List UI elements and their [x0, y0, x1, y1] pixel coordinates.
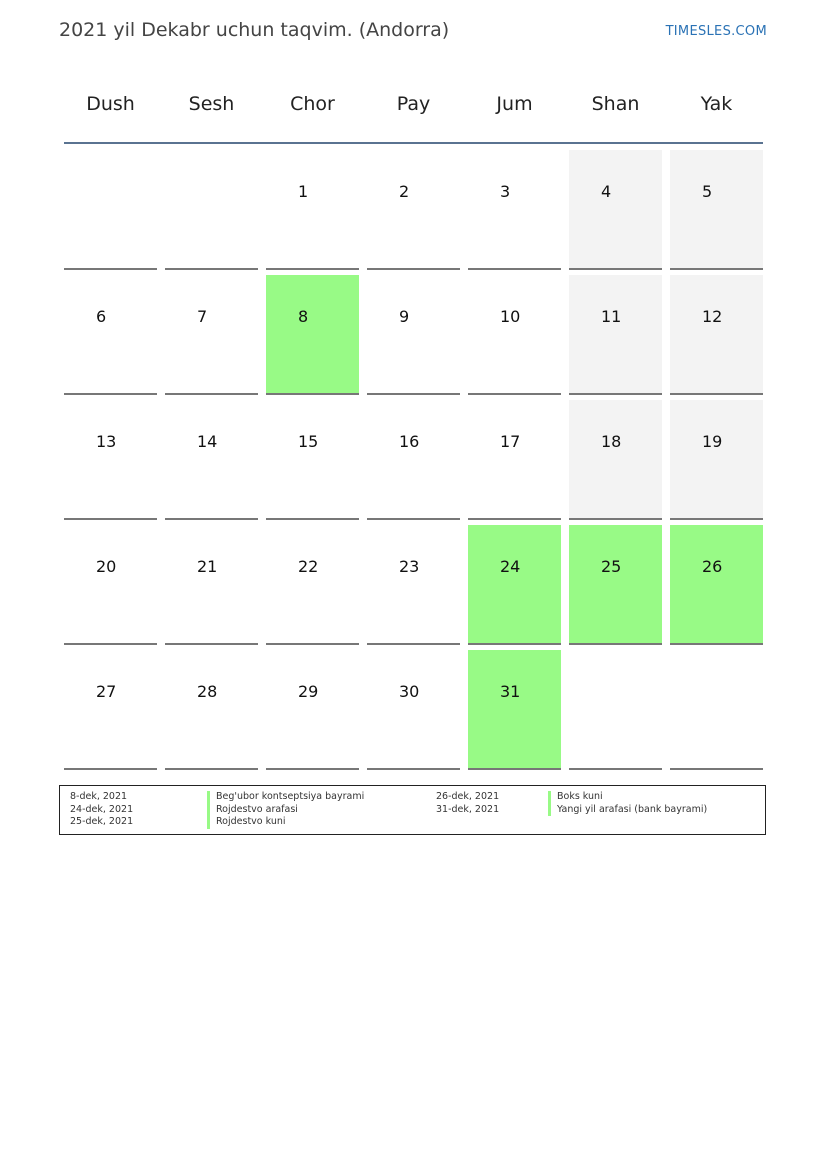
weekday-label: Chor	[290, 93, 335, 115]
day-number: 1	[298, 182, 309, 201]
day-number: 23	[399, 557, 420, 576]
day-cell[interactable]	[266, 650, 359, 770]
day-cell[interactable]	[468, 525, 561, 645]
day-number: 24	[500, 557, 521, 576]
day-number: 4	[601, 182, 612, 201]
header-divider	[64, 142, 763, 144]
day-cell[interactable]	[670, 150, 763, 270]
day-number: 27	[96, 682, 117, 701]
day-cell[interactable]	[670, 400, 763, 520]
day-cell[interactable]	[165, 525, 258, 645]
day-number: 17	[500, 432, 521, 451]
day-number: 15	[298, 432, 319, 451]
legend-holiday-name: Yangi yil arafasi (bank bayrami)	[548, 804, 707, 817]
day-cell[interactable]	[64, 400, 157, 520]
weekday-label: Yak	[700, 93, 733, 115]
day-cell[interactable]	[468, 400, 561, 520]
day-cell[interactable]	[670, 275, 763, 395]
day-number: 20	[96, 557, 117, 576]
legend-date: 31-dek, 2021	[436, 803, 500, 815]
day-cell[interactable]	[569, 150, 662, 270]
day-cell[interactable]	[569, 525, 662, 645]
day-cell[interactable]	[64, 650, 157, 770]
legend-date: 8-dek, 2021	[70, 791, 128, 802]
day-number: 29	[298, 682, 319, 701]
day-number: 3	[500, 182, 511, 201]
day-cell[interactable]	[266, 275, 359, 395]
weekday-label: Shan	[591, 93, 640, 115]
calendar-grid	[64, 150, 763, 775]
day-number: 19	[702, 432, 723, 451]
day-cell[interactable]	[367, 400, 460, 520]
day-cell[interactable]	[468, 275, 561, 395]
day-number: 30	[399, 682, 420, 701]
calendar-week-row	[64, 275, 763, 395]
day-number: 16	[399, 432, 420, 451]
weekday-label: Dush	[86, 93, 135, 115]
empty-day-cell	[165, 150, 258, 270]
brand-link[interactable]: TIMESLES.COM	[665, 24, 767, 39]
day-cell[interactable]	[367, 525, 460, 645]
day-number: 5	[702, 182, 713, 201]
day-cell[interactable]	[569, 400, 662, 520]
day-number: 21	[197, 557, 218, 576]
day-number: 14	[197, 432, 218, 451]
day-cell[interactable]	[569, 275, 662, 395]
day-number: 25	[601, 557, 622, 576]
legend-column-left	[70, 791, 410, 831]
day-number: 22	[298, 557, 319, 576]
legend-holiday-name: Boks kuni	[548, 791, 603, 804]
legend-date: 25-dek, 2021	[70, 816, 134, 827]
weekday-header	[64, 84, 763, 124]
legend-date: 24-dek, 2021	[70, 803, 134, 815]
legend-holiday-name: Rojdestvo kuni	[207, 816, 286, 829]
calendar-week-row	[64, 400, 763, 520]
calendar-week-row	[64, 150, 763, 270]
day-number: 7	[197, 307, 208, 326]
day-cell[interactable]	[64, 275, 157, 395]
day-number: 26	[702, 557, 723, 576]
day-cell[interactable]	[266, 525, 359, 645]
day-cell[interactable]	[165, 275, 258, 395]
day-cell[interactable]	[165, 400, 258, 520]
weekday-label: Sesh	[188, 93, 235, 115]
day-number: 12	[702, 307, 723, 326]
legend-holiday-name: Rojdestvo arafasi	[207, 804, 298, 817]
day-cell[interactable]	[367, 150, 460, 270]
holiday-legend	[59, 785, 766, 835]
day-number: 8	[298, 307, 309, 326]
day-number: 28	[197, 682, 218, 701]
day-cell[interactable]	[266, 150, 359, 270]
legend-column-right	[436, 791, 756, 831]
weekday-label: Jum	[496, 93, 533, 115]
weekday-label: Pay	[396, 93, 431, 115]
calendar-week-row	[64, 650, 763, 770]
calendar-week-row	[64, 525, 763, 645]
day-cell[interactable]	[468, 150, 561, 270]
day-number: 2	[399, 182, 410, 201]
day-cell[interactable]	[367, 650, 460, 770]
day-number: 9	[399, 307, 410, 326]
day-number: 13	[96, 432, 117, 451]
day-number: 18	[601, 432, 622, 451]
day-cell[interactable]	[165, 650, 258, 770]
empty-day-cell	[670, 650, 763, 770]
legend-holiday-name: Beg'ubor kontseptsiya bayrami	[207, 791, 364, 804]
day-cell[interactable]	[468, 650, 561, 770]
page-title: 2021 yil Dekabr uchun taqvim. (Andorra)	[59, 19, 450, 41]
day-cell[interactable]	[266, 400, 359, 520]
day-number: 6	[96, 307, 107, 326]
day-number: 31	[500, 682, 521, 701]
day-cell[interactable]	[670, 525, 763, 645]
day-number: 11	[601, 307, 622, 326]
empty-day-cell	[64, 150, 157, 270]
legend-date: 26-dek, 2021	[436, 791, 500, 802]
day-number: 10	[500, 307, 521, 326]
empty-day-cell	[569, 650, 662, 770]
day-cell[interactable]	[64, 525, 157, 645]
day-cell[interactable]	[367, 275, 460, 395]
